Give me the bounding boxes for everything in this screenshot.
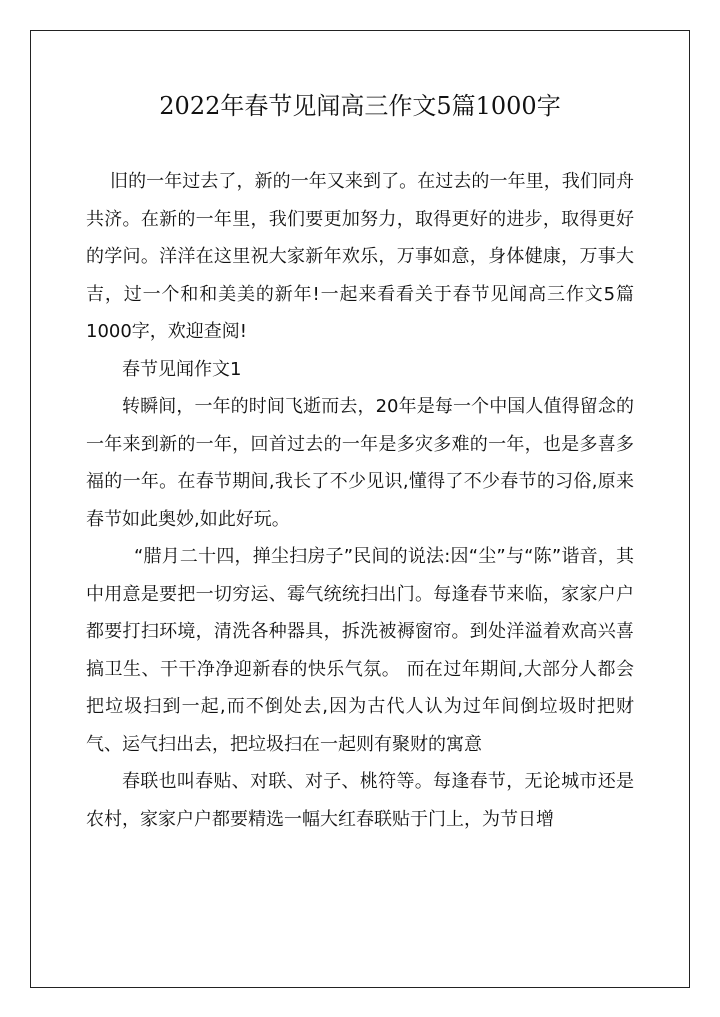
paragraph-intro: 旧的一年过去了，新的一年又来到了。在过去的一年里，我们同舟共济。在新的一年里，我们要更加努力，取得更好的进步，取得更好的学问。洋洋在这里祝大家新年欢乐，万事如意，身体健康，万事大吉，过一个和和美美的新年!一起来看看关于春节见闻高三作文5篇1000字，欢迎查阅! [86, 171, 634, 342]
document-body [86, 163, 634, 838]
paragraph-dust-sweeping: “腊月二十四，掸尘扫房子”民间的说法:因“尘”与“陈”谐音，其中用意是要把一切穷运、霉气统统扫出门。每逢春节来临，家家户户都要打扫环境，清洗各种器具，拆洗被褥窗帘。到处洋溢着欢高兴喜搞卫生、干干净净迎新春的快乐气氛。 而在过年期间,大部分人都会把垃圾扫到一起,而不倒处去,因为古代人认为过年间倒垃圾时把财气、运气扫出去，把垃圾扫在一起则有聚财的寓意 [86, 546, 634, 755]
document-title: 2022年春节见闻高三作文5篇1000字 [159, 92, 561, 120]
section-heading-essay-1: 春节见闻作文1 [122, 358, 242, 380]
paragraph-essay-1-opening: 转瞬间，一年的时间飞逝而去，20年是每一个中国人值得留念的一年来到新的一年，回首过去的一年是多灾多难的一年，也是多喜多福的一年。在春节期间,我长了不少见识,懂得了不少春节的习俗,原来春节如此奥妙,如此好玩。 [86, 396, 634, 530]
paragraph-spring-couplets: 春联也叫春贴、对联、对子、桃符等。每逢春节，无论城市还是农村，家家户户都要精选一幅大红春联贴于门上，为节日增 [86, 771, 634, 830]
